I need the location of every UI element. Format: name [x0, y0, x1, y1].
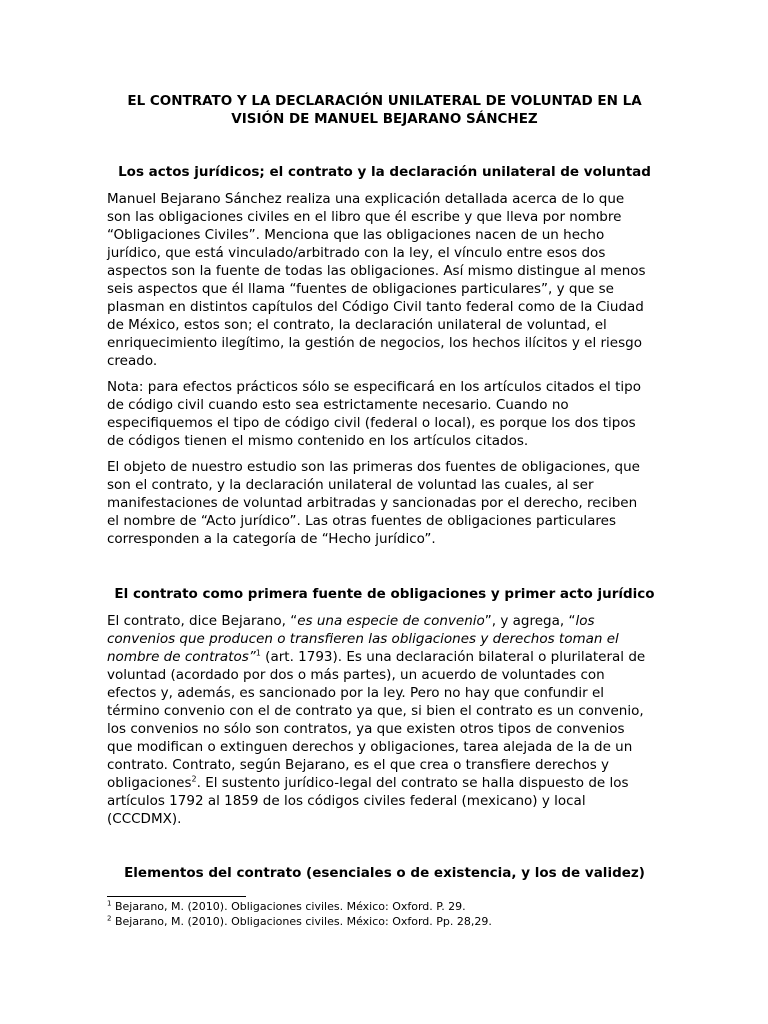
- text-line: Manuel Bejarano Sánchez realiza una explicación detallada acerca de lo que: [107, 191, 625, 207]
- section-heading-actos-juridicos: Los actos jurídicos; el contrato y la declaración unilateral de voluntad: [118, 164, 651, 180]
- text-line: término convenio con el de contrato ya que, si bien el contrato es un convenio,: [107, 703, 644, 719]
- text-line: de código civil cuando esto sea estrictamente necesario. Cuando no: [107, 397, 569, 413]
- footnote: [107, 899, 662, 914]
- text-run: (art. 1793). Es una declaración bilateral o plurilateral de: [260, 649, 646, 665]
- document-title: [107, 92, 662, 128]
- title-line: VISIÓN DE MANUEL BEJARANO SÁNCHEZ: [231, 111, 538, 127]
- text-run: ”, y agrega, “: [484, 613, 576, 629]
- note-paragraph: [107, 378, 662, 450]
- text-line: jurídico, que está vinculado/arbitrado con la ley, el vínculo entre esos dos: [107, 245, 606, 261]
- footnote-ref[interactable]: 2: [191, 774, 197, 784]
- text-line: [107, 612, 662, 630]
- paragraph: [107, 612, 662, 828]
- text-line: de códigos tienen el mismo contenido en los artículos citados.: [107, 433, 529, 449]
- text-run: . El sustento jurídico-legal del contrato se halla dispuesto de los: [196, 775, 629, 791]
- footnote-mark: 2: [107, 914, 112, 923]
- quote-text: nombre de contratos”: [107, 649, 256, 665]
- text-line: de México, estos son; el contrato, la declaración unilateral de voluntad, el: [107, 317, 607, 333]
- text-line: (CCCDMX).: [107, 811, 182, 827]
- text-line: Nota: para efectos prácticos sólo se especificará en los artículos citados el tipo: [107, 379, 641, 395]
- paragraph: [107, 190, 662, 370]
- text-line: son las obligaciones civiles en el libro que él escribe y que lleva por nombre: [107, 209, 622, 225]
- quote-text: los: [575, 613, 595, 629]
- footnote-text: Bejarano, M. (2010). Obligaciones civiles. México: Oxford. P. 29.: [111, 900, 466, 913]
- quote-text: es una especie de convenio: [297, 613, 485, 629]
- text-line: son el contrato, y la declaración unilateral de voluntad las cuales, al ser: [107, 477, 594, 493]
- footnote-mark: 1: [107, 899, 112, 908]
- text-line: manifestaciones de voluntad arbitradas y sancionadas por el derecho, reciben: [107, 495, 638, 511]
- section-heading-elementos: Elementos del contrato (esenciales o de existencia, y los de validez): [124, 865, 645, 881]
- title-line: EL CONTRATO Y LA DECLARACIÓN UNILATERAL DE VOLUNTAD EN LA: [127, 93, 642, 109]
- document-page: [107, 92, 662, 882]
- text-line: corresponden a la categoría de “Hecho jurídico”.: [107, 531, 436, 547]
- text-line: voluntad (acordado por dos o más partes), un acuerdo de voluntades con: [107, 667, 605, 683]
- text-line: creado.: [107, 353, 158, 369]
- footnotes: [107, 896, 662, 929]
- footnote-separator: [107, 896, 246, 897]
- text-line: contrato. Contrato, según Bejarano, es el que crea o transfiere derechos y: [107, 757, 610, 773]
- text-line: [107, 774, 662, 792]
- text-line: [107, 630, 662, 648]
- section-heading-contrato: El contrato como primera fuente de obligaciones y primer acto jurídico: [114, 586, 655, 602]
- text-run: obligaciones: [107, 775, 192, 791]
- footnote-ref[interactable]: 1: [255, 648, 261, 658]
- text-line: especifiquemos el tipo de código civil (federal o local), es porque los dos tipos: [107, 415, 636, 431]
- text-line: [107, 648, 662, 666]
- text-line: aspectos son la fuente de todas las obligaciones. Así mismo distingue al menos: [107, 263, 646, 279]
- text-line: el nombre de “Acto jurídico”. Las otras fuentes de obligaciones particulares: [107, 513, 617, 529]
- text-run: El contrato, dice Bejarano, “: [107, 613, 298, 629]
- text-line: efectos y, además, es sancionado por la ley. Pero no hay que confundir el: [107, 685, 605, 701]
- footnote: [107, 914, 662, 929]
- text-line: los convenios no sólo son contratos, ya que existen otros tipos de convenios: [107, 721, 625, 737]
- text-line: que modifican o extinguen derechos y obligaciones, tarea alejada de la de un: [107, 739, 633, 755]
- text-line: plasman en distintos capítulos del Código Civil tanto federal como de la Ciudad: [107, 299, 644, 315]
- text-line: seis aspectos que él llama “fuentes de obligaciones particulares”, y que se: [107, 281, 614, 297]
- quote-text: convenios que producen o transfieren las obligaciones y derechos toman el: [107, 631, 619, 647]
- paragraph: [107, 458, 662, 548]
- footnote-text: Bejarano, M. (2010). Obligaciones civiles. México: Oxford. Pp. 28,29.: [111, 915, 492, 928]
- text-line: “Obligaciones Civiles”. Menciona que las obligaciones nacen de un hecho: [107, 227, 605, 243]
- text-line: enriquecimiento ilegítimo, la gestión de negocios, los hechos ilícitos y el riesgo: [107, 335, 642, 351]
- text-line: El objeto de nuestro estudio son las primeras dos fuentes de obligaciones, que: [107, 459, 640, 475]
- text-line: artículos 1792 al 1859 de los códigos civiles federal (mexicano) y local: [107, 793, 586, 809]
